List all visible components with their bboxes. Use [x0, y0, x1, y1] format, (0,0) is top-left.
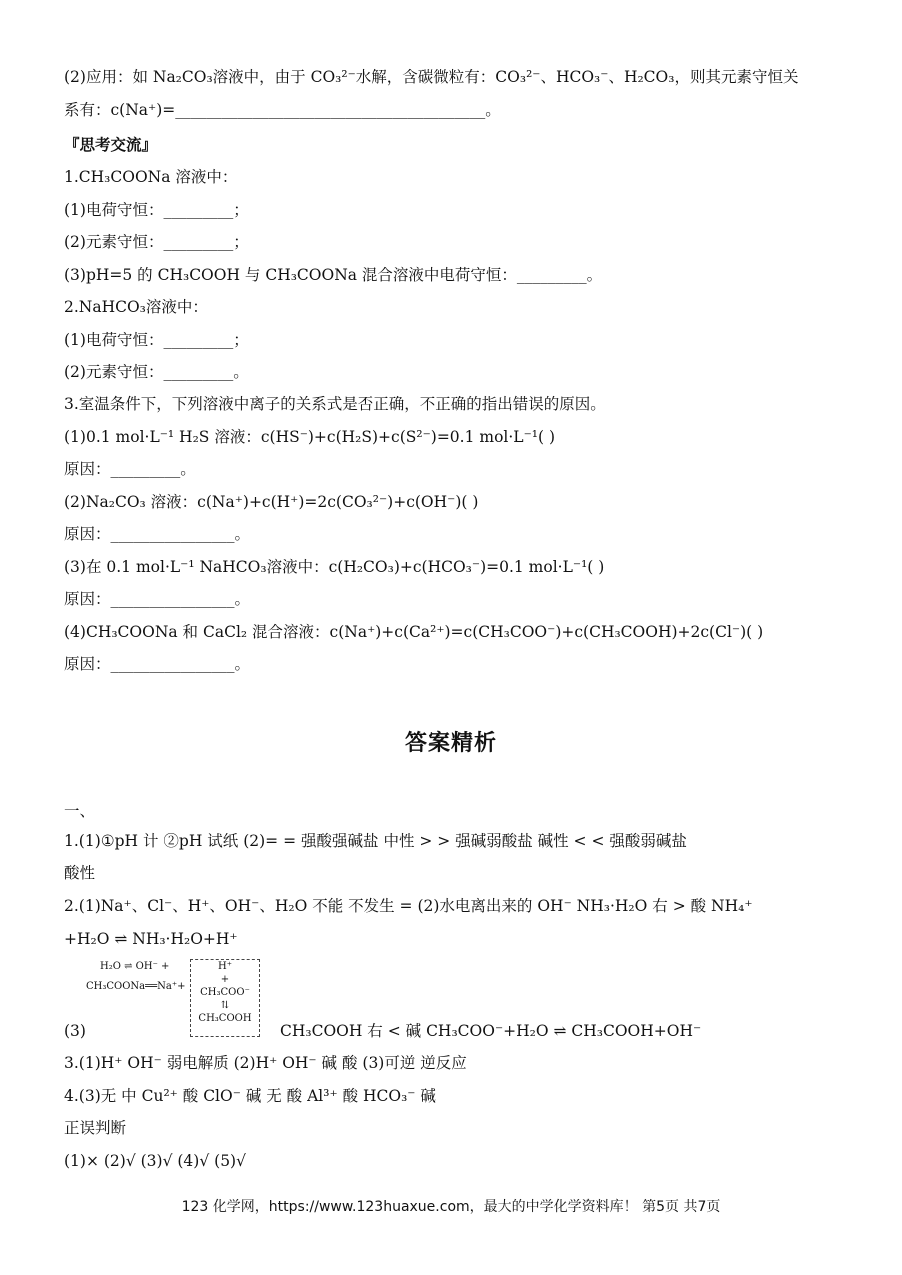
diagram-row: CH₃COONa══Na⁺+: [86, 981, 186, 992]
text-line: (1)电荷守恒：_________；: [64, 201, 249, 219]
text-line: (3): [64, 1022, 86, 1040]
text-line: +H₂O ⇌ NH₃·H₂O+H⁺: [64, 930, 238, 948]
text-line: (3)pH=5 的 CH₃COOH 与 CH₃COONa 混合溶液中电荷守恒：_________。: [64, 266, 603, 284]
text-line: 3.室温条件下，下列溶液中离子的关系式是否正确，不正确的指出错误的原因。: [64, 395, 606, 413]
text-line: 2.(1)Na⁺、Cl⁻、H⁺、OH⁻、H₂O 不能 不发生 = (2)水电离出来的 OH⁻ NH₃·H₂O 右 > 酸 NH₄⁺: [64, 897, 753, 915]
text-line: (1)电荷守恒：_________；: [64, 331, 249, 349]
text-line: (4)CH₃COONa 和 CaCl₂ 混合溶液：c(Na⁺)+c(Ca²⁺)=c(CH₃COO⁻)+c(CH₃COOH)+2c(Cl⁻)( ): [64, 623, 764, 641]
diagram-row: H₂O ⇌ OH⁻ +: [100, 961, 170, 972]
text-line: CH₃COOH 右 < 碱 CH₃COO⁻+H₂O ⇌ CH₃COOH+OH⁻: [280, 1022, 702, 1040]
text-line: 原因：________________。: [64, 655, 251, 673]
text-line: (2)应用：如 Na₂CO₃溶液中，由于 CO₃²⁻水解，含碳微粒有：CO₃²⁻、HCO₃⁻、H₂CO₃，则其元素守恒关: [64, 68, 799, 86]
text-line: 原因：________________。: [64, 525, 251, 543]
text-line: 1.(1)①pH 计 ②pH 试纸 (2)= = 强酸强碱盐 中性 > > 强碱弱酸盐 碱性 < < 强酸弱碱盐: [64, 832, 687, 850]
text-line: (3)在 0.1 mol·L⁻¹ NaHCO₃溶液中：c(H₂CO₃)+c(HCO₃⁻)=0.1 mol·L⁻¹( ): [64, 558, 605, 576]
text-line: 原因：_________。: [64, 460, 196, 478]
text-line: (2)元素守恒：_________；: [64, 233, 249, 251]
diagram-box-text: CH₃COO⁻: [200, 987, 250, 998]
section-label: 『思考交流』: [64, 135, 158, 154]
text-line: 4.(3)无 中 Cu²⁺ 酸 ClO⁻ 碱 无 酸 Al³⁺ 酸 HCO₃⁻ 碱: [64, 1087, 436, 1105]
text-line: (1)× (2)√ (3)√ (4)√ (5)√: [64, 1152, 246, 1170]
text-line: 2.NaHCO₃溶液中：: [64, 298, 208, 316]
text-line: 一、: [64, 802, 96, 820]
text-line: 3.(1)H⁺ OH⁻ 弱电解质 (2)H⁺ OH⁻ 碱 酸 (3)可逆 逆反应: [64, 1054, 467, 1072]
diagram-box-text: +: [220, 974, 230, 985]
text-line: 系有：c(Na⁺)=________________________________________。: [64, 101, 501, 119]
text-line: (1)0.1 mol·L⁻¹ H₂S 溶液：c(HS⁻)+c(H₂S)+c(S²⁻)=0.1 mol·L⁻¹( ): [64, 428, 556, 446]
text-line: (2)元素守恒：_________。: [64, 363, 249, 381]
text-line: 原因：________________。: [64, 590, 251, 608]
answer-heading: 答案精析: [404, 730, 497, 756]
diagram-box-text: CH₃COOH: [198, 1013, 252, 1024]
text-line: (2)Na₂CO₃ 溶液：c(Na⁺)+c(H⁺)=2c(CO₃²⁻)+c(OH⁻)( ): [64, 493, 479, 511]
text-line: 正误判断: [64, 1119, 127, 1137]
text-line: 1.CH₃COONa 溶液中：: [64, 168, 238, 186]
text-line: 酸性: [64, 864, 96, 882]
diagram-box-text: H⁺: [218, 961, 232, 972]
page-footer: 123 化学网，https://www.123huaxue.com，最大的中学化学资料库！ 第5页 共7页: [181, 1199, 721, 1215]
diagram-box-text: ⇅: [220, 1000, 230, 1011]
